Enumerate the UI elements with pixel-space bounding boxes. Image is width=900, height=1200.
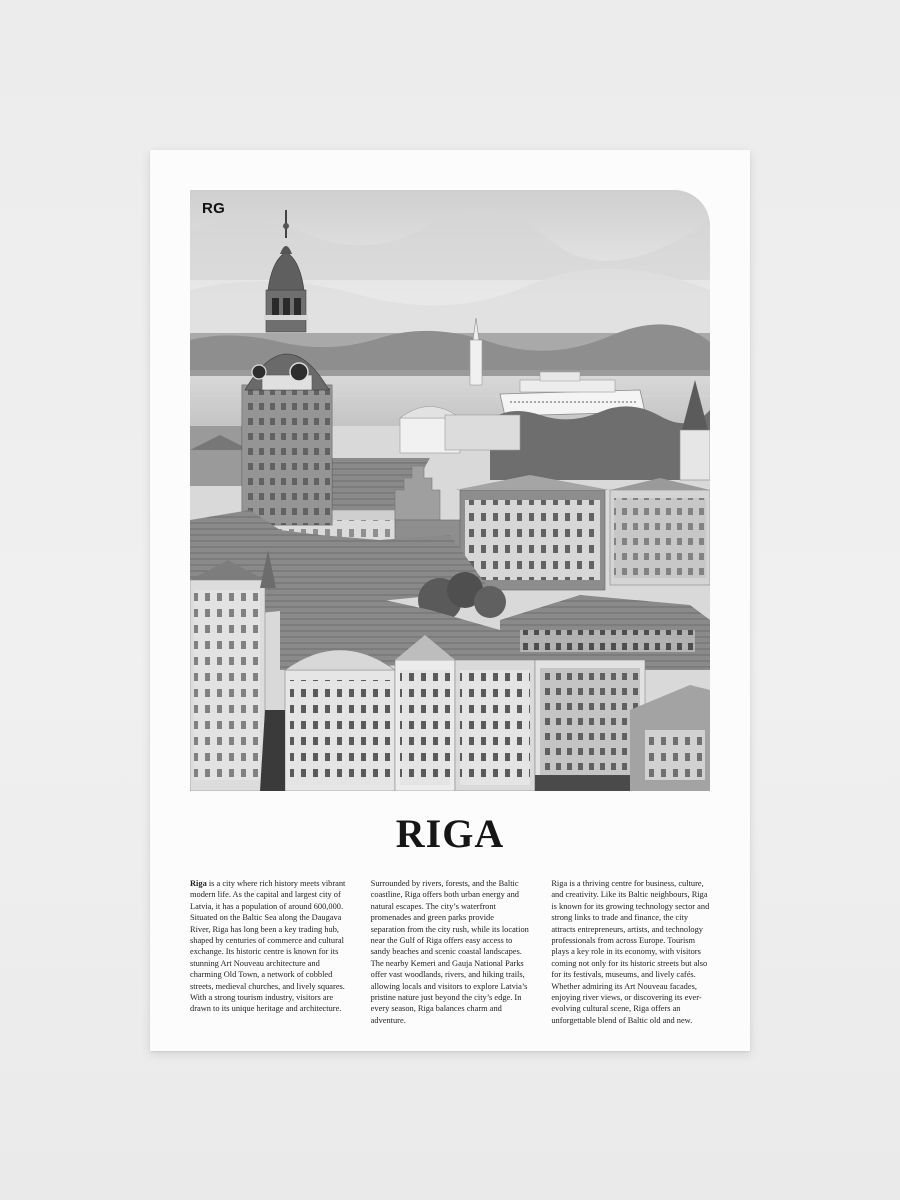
poster-title: RIGA <box>395 811 505 856</box>
cityscape-illustration <box>190 190 710 791</box>
column-3-text: Riga is a thriving centre for business, culture, and creativity. Like its Baltic neighbours, Riga is known for its growing technology sector and strong links to trade and finance, the city attracts entrepreneurs, artists, and technology professionals from across Europe. Tourism plays a key role in its economy, with visitors coming not only for its historic streets but also for its festivals, museums, and lively cafés. Whether admiring its Art Nouveau facades, enjoying river views, or discovering its ever-evolving cultural scene, Riga offers an unforgettable blend of Baltic old and new. <box>551 879 710 1025</box>
description-column-3 <box>551 878 710 1026</box>
poster <box>150 150 750 1051</box>
column-2-text: Surrounded by rivers, forests, and the Baltic coastline, Riga offers both urban energy and natural escapes. The city’s waterfront promenades and green parks provide separation from the city rush, while its location near the Gulf of Riga offers easy access to sandy beaches and scenic coastal landscapes. The nearby Kemeri and Gauja National Parks offer vast woodlands, rivers, and hiking trails, allowing locals and visitors to explore Latvia’s pristine nature just beyond the city’s edge. In every season, Riga balances charm and adventure. <box>370 879 529 1025</box>
city-code-badge: RG <box>202 200 226 217</box>
column-1-text: is a city where rich history meets vibrant modern life. As the capital and largest city of Latvia, it has a population of around 600,000. Situated on the Baltic Sea along the Daugava River, Riga has long been a key trading hub, shaped by centuries of commerce and cultural exchange. Its historic centre is known for its stunning Art Nouveau architecture and charming Old Town, a network of cobbled streets, medieval churches, and lively squares. With a strong tourism industry, visitors are drawn to its unique heritage and architecture. <box>190 879 346 1014</box>
description-column-1 <box>190 878 349 1026</box>
riga-cityscape-photo <box>190 190 710 791</box>
column-lead-word: Riga <box>190 879 207 888</box>
description-columns <box>190 878 710 1026</box>
description-column-2 <box>371 878 530 1026</box>
